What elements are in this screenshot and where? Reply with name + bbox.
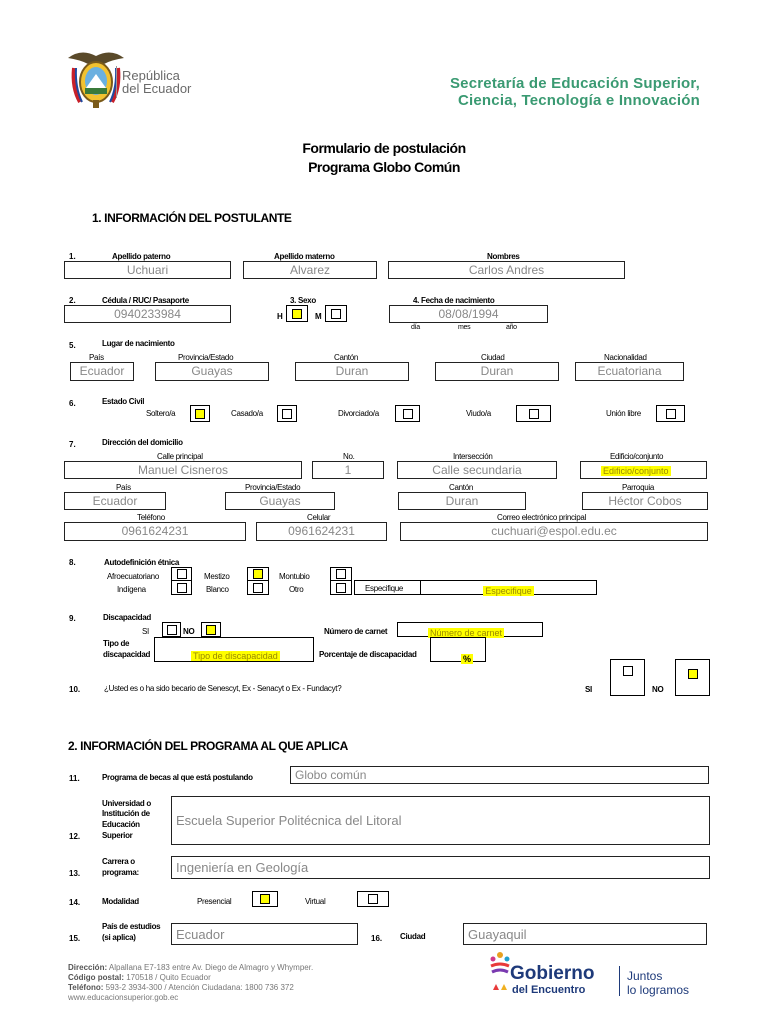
indigena-checkbox[interactable] — [171, 580, 192, 595]
calle-field[interactable]: Manuel Cisneros — [64, 461, 302, 479]
republic-line1: República — [122, 68, 180, 83]
row10-number: 10. — [69, 685, 81, 694]
numero-label: No. — [343, 452, 355, 461]
viudo-checkbox[interactable] — [516, 405, 551, 422]
nac-nacionalidad-field[interactable]: Ecuatoriana — [575, 362, 684, 381]
dom-canton-field[interactable]: Duran — [398, 492, 526, 510]
dom-parroquia-field[interactable]: Héctor Cobos — [582, 492, 708, 510]
apellido-materno-label: Apellido materno — [274, 252, 335, 261]
fecha-dia: día — [411, 324, 420, 331]
disc-si-box — [167, 625, 177, 635]
pais-estudios-field[interactable]: Ecuador — [171, 923, 358, 945]
row6-number: 6. — [69, 399, 76, 408]
calle-label: Calle principal — [157, 452, 203, 461]
direccion-label: Dirección del domicilio — [102, 438, 183, 447]
sexo-m-box — [331, 309, 341, 319]
nac-pais-field[interactable]: Ecuador — [70, 362, 134, 381]
presencial-box — [260, 894, 270, 904]
sexo-m-label: M — [315, 312, 322, 321]
edificio-value: Edificio/conjunto — [603, 466, 669, 476]
montubio-checkbox[interactable] — [330, 567, 352, 581]
otro-label: Otro — [289, 585, 304, 594]
apellido-paterno-field[interactable]: Uchuari — [64, 261, 231, 279]
numero-field[interactable]: 1 — [312, 461, 384, 479]
sexo-h-label: H — [277, 312, 283, 321]
union-libre-label: Unión libre — [606, 409, 641, 418]
nombres-field[interactable]: Carlos Andres — [388, 261, 625, 279]
footer-telefono: 593-2 3934-300 / Atención Ciudadana: 1800 736 372 — [105, 983, 294, 992]
row12-number: 12. — [69, 832, 81, 841]
soltero-box — [195, 409, 205, 419]
virtual-box — [368, 894, 378, 904]
casado-checkbox[interactable] — [277, 405, 297, 422]
row16-number: 16. — [371, 934, 383, 943]
especifique-field[interactable] — [421, 581, 596, 594]
gobierno-logo-icon — [488, 950, 512, 1000]
pais-estudios-label-2: (si aplica) — [102, 933, 136, 942]
afro-checkbox[interactable] — [171, 567, 192, 581]
tipo-value: Tipo de discapacidad — [193, 651, 278, 661]
correo-field[interactable]: cuchuari@espol.edu.ec — [400, 522, 708, 541]
footer-address — [68, 963, 313, 1003]
row9-number: 9. — [69, 614, 76, 623]
row7-number: 7. — [69, 440, 76, 449]
apellido-materno-field[interactable]: Alvarez — [243, 261, 377, 279]
dom-pais-label: País — [116, 483, 131, 492]
casado-label: Casado/a — [231, 409, 263, 418]
cedula-field[interactable]: 0940233984 — [64, 305, 231, 323]
secretaria-name — [380, 75, 700, 109]
disc-si-checkbox[interactable] — [162, 622, 181, 637]
republic-name — [122, 69, 191, 95]
disc-no-box — [206, 625, 216, 635]
section1-title: 1. INFORMACIÓN DEL POSTULANTE — [92, 211, 292, 225]
footer-direccion-line — [68, 963, 313, 973]
indigena-box — [177, 583, 187, 593]
row5-number: 5. — [69, 341, 76, 350]
becario-no-box — [688, 669, 698, 679]
gobierno-wordmark — [510, 964, 594, 996]
tipo-label-line2: discapacidad — [103, 650, 151, 659]
divorciado-checkbox[interactable] — [395, 405, 420, 422]
del-encuentro-text: del Encuentro — [512, 984, 586, 996]
modalidad-label: Modalidad — [102, 897, 139, 906]
becario-si-label: SI — [585, 685, 592, 694]
footer-telefono-label: Teléfono: — [68, 983, 104, 992]
indigena-label: Indígena — [117, 585, 146, 594]
fecha-label: 4. Fecha de nacimiento — [413, 296, 495, 305]
porcentaje-value: % — [463, 654, 472, 664]
montubio-box — [336, 569, 346, 579]
soltero-checkbox[interactable] — [190, 405, 210, 422]
tipo-label-line1: Tipo de — [103, 639, 130, 648]
carnet-field[interactable] — [397, 622, 543, 637]
ciudad-label: Ciudad — [400, 932, 426, 941]
fecha-anio: año — [506, 324, 517, 331]
correo-label: Correo electrónico principal — [497, 513, 586, 522]
form-title-line2: Programa Globo Común — [308, 159, 460, 175]
edificio-label: Edificio/conjunto — [610, 452, 664, 461]
logramos-text: lo logramos — [627, 983, 690, 997]
montubio-label: Montubio — [279, 572, 310, 581]
form-title-line1: Formulario de postulación — [302, 140, 466, 156]
edificio-field[interactable] — [580, 461, 707, 479]
republic-line2: del Ecuador — [122, 81, 192, 96]
footer-web[interactable]: www.educacionsuperior.gob.ec — [68, 993, 179, 1002]
carrera-label-2: programa: — [102, 868, 139, 877]
juntos-slogan — [627, 969, 689, 997]
otro-checkbox[interactable] — [330, 580, 352, 595]
row15-number: 15. — [69, 934, 81, 943]
footer-codigo: 170518 / Quito Ecuador — [126, 973, 211, 982]
nac-nacionalidad-label: Nacionalidad — [604, 353, 647, 362]
porcentaje-field[interactable] — [430, 637, 486, 662]
becario-si-checkbox[interactable] — [610, 659, 645, 696]
dom-provincia-label: Provincia/Estado — [245, 483, 301, 492]
footer-telefono-line — [68, 983, 313, 993]
universidad-label-3: Educación — [102, 820, 140, 829]
fecha-mes: mes — [458, 324, 471, 331]
sexo-label: 3. Sexo — [290, 296, 316, 305]
row13-number: 13. — [69, 869, 81, 878]
especifique-value: Especifique — [485, 586, 532, 596]
row11-number: 11. — [69, 774, 80, 783]
celular-field[interactable]: 0961624231 — [256, 522, 387, 541]
mestizo-box — [253, 569, 263, 579]
nac-pais-label: País — [89, 353, 104, 362]
disc-si-label: SI — [142, 627, 149, 636]
especifique-label: Especifique — [365, 584, 404, 593]
etnica-label: Autodefinición étnica — [104, 558, 180, 567]
nac-ciudad-field[interactable]: Duran — [435, 362, 559, 381]
divorciado-box — [403, 409, 413, 419]
divorciado-label: Divorciado/a — [338, 409, 379, 418]
nombres-label: Nombres — [487, 252, 520, 261]
virtual-checkbox[interactable] — [357, 891, 389, 907]
viudo-label: Viudo/a — [466, 409, 491, 418]
presencial-label: Presencial — [197, 897, 232, 906]
nac-canton-field[interactable]: Duran — [295, 362, 409, 381]
cedula-label: Cédula / RUC/ Pasaporte — [102, 296, 189, 305]
mestizo-label: Mestizo — [204, 572, 230, 581]
gobierno-text: Gobierno — [510, 963, 595, 984]
fecha-field[interactable]: 08/08/1994 — [389, 305, 548, 323]
footer-codigo-label: Código postal: — [68, 973, 124, 982]
carrera-field[interactable]: Ingeniería en Geología — [171, 856, 710, 879]
row1-number: 1. — [69, 252, 76, 261]
presencial-checkbox[interactable] — [252, 891, 278, 907]
universidad-label-2: Institución de — [102, 809, 150, 818]
viudo-box — [529, 409, 539, 419]
disc-no-label: NO — [183, 627, 195, 636]
blanco-checkbox[interactable] — [247, 580, 269, 595]
republic-divider — [116, 66, 117, 98]
nac-provincia-field[interactable]: Guayas — [155, 362, 269, 381]
interseccion-label: Intersección — [453, 452, 493, 461]
union-libre-box — [666, 409, 676, 419]
row2-number: 2. — [69, 296, 76, 305]
apellido-paterno-label: Apellido paterno — [112, 252, 171, 261]
dom-canton-label: Cantón — [449, 483, 473, 492]
blanco-label: Blanco — [206, 585, 229, 594]
carnet-label: Número de carnet — [324, 627, 388, 636]
section2-title: 2. INFORMACIÓN DEL PROGRAMA AL QUE APLICA — [68, 739, 348, 753]
row8-number: 8. — [69, 558, 76, 567]
sexo-h-checkbox[interactable] — [286, 305, 308, 322]
disc-no-checkbox[interactable] — [201, 622, 221, 637]
tipo-field[interactable] — [154, 637, 314, 662]
carnet-value: Número de carnet — [430, 628, 503, 638]
nac-canton-label: Cantón — [334, 353, 358, 362]
universidad-label-4: Superior — [102, 831, 133, 840]
virtual-label: Virtual — [305, 897, 326, 906]
mestizo-checkbox[interactable] — [247, 567, 269, 581]
discapacidad-label: Discapacidad — [103, 613, 151, 622]
row14-number: 14. — [69, 898, 81, 907]
universidad-label-1: Universidad o — [102, 799, 152, 808]
ecuador-coat-of-arms-icon — [66, 48, 126, 110]
soltero-label: Soltero/a — [146, 409, 176, 418]
universidad-field[interactable]: Escuela Superior Politécnica del Litoral — [171, 796, 710, 845]
porcentaje-label: Porcentaje de discapacidad — [319, 650, 417, 659]
dom-provincia-field[interactable]: Guayas — [225, 492, 335, 510]
telefono-label: Teléfono — [137, 513, 165, 522]
dom-parroquia-label: Parroquia — [622, 483, 654, 492]
becario-no-label: NO — [652, 685, 664, 694]
secretaria-line2: Ciencia, Tecnología e Innovación — [457, 92, 700, 109]
lugar-nacimiento-label: Lugar de nacimiento — [102, 339, 175, 348]
nac-provincia-label: Provincia/Estado — [178, 353, 234, 362]
juntos-text: Juntos — [627, 969, 663, 983]
becario-no-checkbox[interactable] — [675, 659, 710, 696]
afro-label: Afroecuatoriano — [107, 572, 159, 581]
pais-estudios-label-1: País de estudios — [102, 922, 161, 931]
ciudad-field[interactable]: Guayaquil — [463, 923, 707, 945]
secretaria-line1: Secretaría de Educación Superior, — [449, 75, 700, 92]
interseccion-field[interactable]: Calle secundaria — [397, 461, 557, 479]
footer-codigo-line — [68, 973, 313, 983]
programa-field[interactable]: Globo común — [290, 766, 709, 784]
sexo-m-checkbox[interactable] — [325, 305, 347, 322]
nac-ciudad-label: Ciudad — [481, 353, 505, 362]
casado-box — [282, 409, 292, 419]
union-libre-checkbox[interactable] — [656, 405, 685, 422]
becario-question: ¿Usted es o ha sido becario de Senescyt, Ex - Senacyt o Ex - Fundacyt? — [104, 684, 342, 693]
otro-box — [336, 583, 346, 593]
afro-box — [177, 569, 187, 579]
blanco-box — [253, 583, 263, 593]
footer-direccion: Alpallana E7-183 entre Av. Diego de Almagro y Whymper. — [108, 963, 314, 972]
dom-pais-field[interactable]: Ecuador — [64, 492, 166, 510]
telefono-field[interactable]: 0961624231 — [64, 522, 246, 541]
becario-si-box — [623, 666, 633, 676]
sexo-h-box — [292, 309, 302, 319]
gobierno-divider — [619, 966, 620, 996]
programa-label: Programa de becas al que está postulando — [102, 773, 253, 782]
celular-label: Celular — [307, 513, 331, 522]
footer-direccion-label: Dirección: — [68, 963, 108, 972]
estado-civil-label: Estado Civil — [102, 397, 145, 406]
carrera-label-1: Carrera o — [102, 857, 135, 866]
